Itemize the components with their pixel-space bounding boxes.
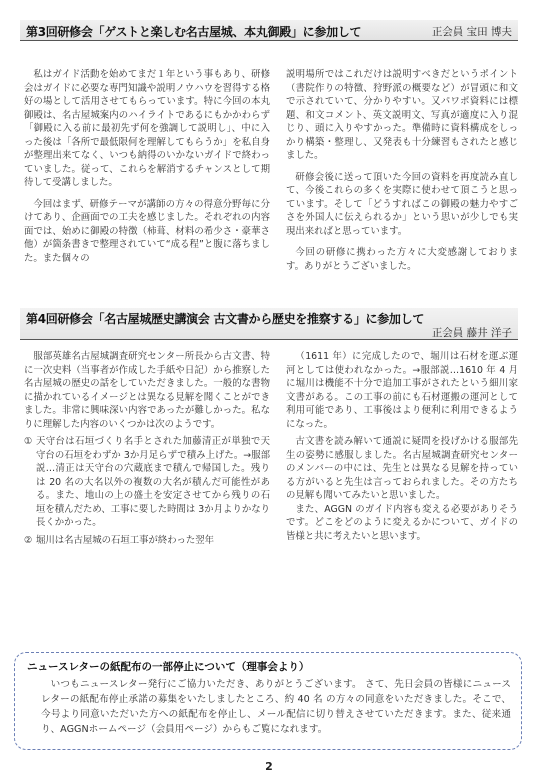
- article2-intro: 服部英雄名古屋城調査研究センター所長から古文書、特に一次史料（当事者が作成した手紙や日記）から推察した名古屋城の歴史の話をしていただきました。一般的な書物に描かれているイメージとは異なる見解を聞くことができました。非常に興味深い内容であったが難しかった。私なりに理解した内容のいくつかは次のようです。: [24, 351, 270, 430]
- item-1-text: 天守台は石垣づくり名手とされた加藤清正が単独で天守台の石垣をわずか 3か月足らずで積み上げた。→服部説…清正は天守台の穴蔵底まで積んで帰国した。残りは 20 名の大名以外の複数の大名が積んだ可能性がある。また、地山の上の盛土を安定させてから残りの石垣を積んだため、工事に要した時間は 3か月よりかなり長くかかった。: [36, 436, 270, 528]
- article2-right-column: [286, 350, 518, 543]
- page-number: 2: [265, 760, 273, 773]
- article2-heading: [20, 308, 518, 340]
- article2-item-1: [24, 435, 270, 530]
- article2-right-paragraph-1: 古文書を読み解いて通説に疑問を投げかける服部先生の姿勢に感服しました。名古屋城調査研究センターのメンバーの中には、先生とは異なる見解を持っている方がいると先生は言っておられました。その方たちの見解も聞いてみたいと思いました。: [286, 436, 518, 501]
- article2-left-column: [24, 350, 270, 547]
- article1-right-paragraph-3: 今回の研修に携わった方々に大変感謝しております。ありがとうございました。: [286, 247, 518, 272]
- article2-right-continuation: （1611 年）に完成したので、堀川は石材を運ぶ運河としては使われなかった。→服部説…1610 年 4 月に堀川は機能不十分で追加工事がされたという細川家文書がある。この工事の前にも石材運搬の運河として利用可能であり、工事後はより便利に利用できるようになった。: [286, 351, 518, 430]
- article1-author: 正会員 宝田 博夫: [431, 26, 512, 38]
- article1-right-column: [286, 68, 518, 273]
- article2-right-paragraph-2: また、AGGN のガイド内容も変える必要がありそうです。どこをどのように変えるかについて、ガイドの皆様と共に考えたいと思います。: [286, 503, 518, 542]
- item-2-number: ②: [24, 534, 33, 546]
- article2-item-2: [24, 534, 270, 548]
- notice-title: ニュースレターの紙配布の一部停止について（理事会より）: [27, 661, 310, 673]
- article1-left-paragraph-2: 今回はまず、研修テーマが講師の方々の得意分野毎に分けてあり、企画面での工夫を感じました。それぞれの内容面では、始めに御殿の特徴（柿葺、材料の希少さ・豪華さ他）が箇条書きで整理されていて“成る程”と腹に落ちました。また個々の: [24, 198, 270, 264]
- article1-right-paragraph-1: 説明場所ではこれだけは説明すべきだというポイント（書院作りの特徴、狩野派の概要など）が冒頭に和文で示されていて、分かりやすい。又パワポ資料には標題、和文コメント、英文説明文、写真が適度に入り混じり、頭に入りやすかった。準備時に資料構成をしっかり構築・整理し、又発表も十分練習もされたと感じました。: [286, 69, 518, 161]
- article2-title: 第4回研修会「名古屋城歴史講演会 古文書から歴史を推察する」に参加して: [26, 312, 425, 326]
- article1-left-paragraph-1: 私はガイド活動を始めてまだ１年という事もあり、研修会はガイドに必要な専門知識や説明ノウハウを習得する格好の場として活用させてもらっています。特に今回の本丸御殿は、名古屋城案内のハイライトであるにもかかわらず「御殿に入る前に最初先ず何を強調して説明し」、中に入った後は「各所で最低限何を理解してもらうか」を私自身が整理出来てなく、いつも納得のいかないガイドで終わっていました。従って、これらを解消するチャンスとして期待して受講しました。: [24, 69, 270, 188]
- notice-box: [14, 652, 522, 750]
- item-2-text: 堀川は名古屋城の石垣工事が終わった翌年: [36, 534, 215, 546]
- article1-left-column: [24, 68, 270, 265]
- notice-body: いつもニュースレター発行にご協力いただき、ありがとうございます。 さて、先日会員の皆様にニュースレターの紙配布停止承諾の募集をいたしましたところ、約 40 名 の方々の同意をいただきました。そこで、今号より同意いただいた方への紙配布を停止し、メール配信に切り替えさせていただきます。また、従来通り、AGGNホームページ（会員用ページ）からもご覧になれます。: [41, 679, 511, 735]
- article1-right-paragraph-2: 研修会後に送って頂いた今回の資料を再度読み直して、今後これらの多くを実際に使わせて頂こうと思っています。そして「どうすればこの御殿の魅力やすごさを外国人に伝えられるか」という思いが少しでも実現出来ればと思っています。: [286, 171, 518, 237]
- article1-heading: [20, 20, 518, 41]
- article1-title: 第3回研修会「ゲストと楽しむ名古屋城、本丸御殿」に参加して: [26, 25, 362, 39]
- article2-author: 正会員 藤井 洋子: [431, 327, 512, 339]
- item-1-number: ①: [24, 436, 33, 447]
